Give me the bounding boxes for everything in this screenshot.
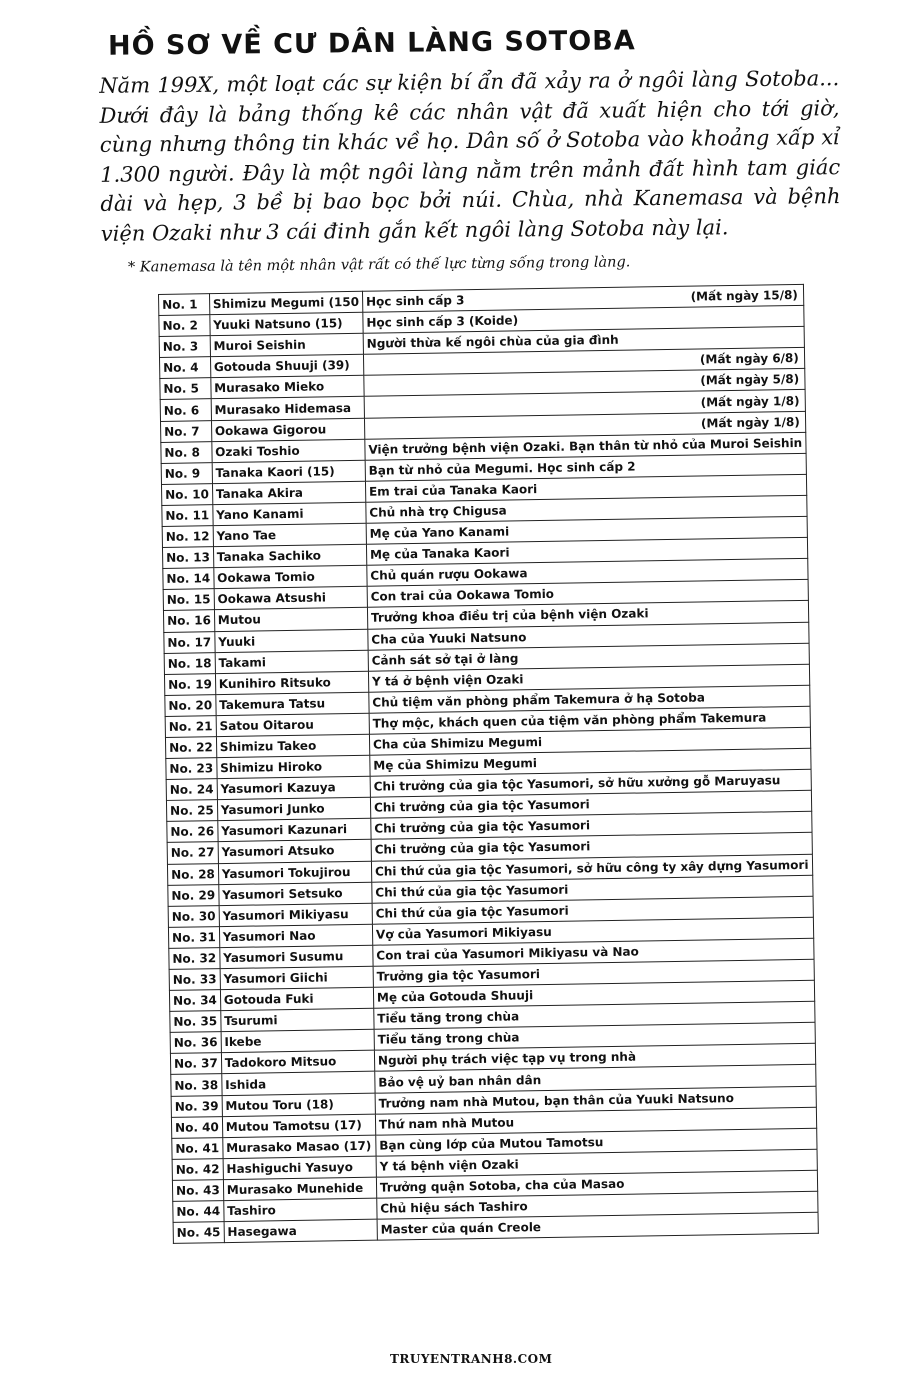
row-number: No. 32 (169, 948, 220, 970)
row-number: No. 26 (167, 821, 218, 843)
row-number: No. 42 (172, 1158, 223, 1180)
resident-name: Ikebe (221, 1029, 374, 1052)
row-number: No. 33 (169, 969, 220, 991)
row-number: No. 9 (161, 462, 212, 484)
row-number: No. 2 (159, 315, 210, 337)
description-text: Chi trưởng của gia tộc Yasumori (373, 797, 590, 815)
description-text: Mẹ của Gotouda Shuuji (376, 988, 534, 1005)
death-date: (Mất ngày 15/8) (690, 287, 798, 304)
resident-name: Yano Tae (213, 523, 366, 546)
row-number: No. 25 (166, 800, 217, 822)
row-number: No. 41 (172, 1137, 223, 1159)
resident-name: Ishida (221, 1072, 374, 1095)
row-number: No. 12 (162, 526, 213, 548)
resident-name: Tanaka Kaori (15) (212, 460, 365, 483)
resident-name: Yasumori Tokujirou (218, 861, 371, 884)
row-number: No. 44 (173, 1201, 224, 1223)
footnote: * Kanemasa là tên một nhân vật rất có thế lực từng sống trong làng. (127, 254, 631, 276)
resident-name: Yasumori Susumu (220, 945, 373, 968)
description-text: Chủ tiệm văn phòng phẩm Takemura ở hạ Sotoba (372, 690, 705, 710)
resident-name: Shimizu Takeo (216, 734, 369, 757)
description-text: Master của quán Creole (380, 1220, 542, 1237)
resident-name: Murasako Hidemasa (211, 397, 364, 420)
description-text: Học sinh cấp 3 (Koide) (366, 313, 519, 330)
resident-name: Yasumori Junko (217, 797, 370, 820)
resident-name: Takemura Tatsu (216, 692, 369, 715)
row-number: No. 29 (168, 884, 219, 906)
description-text: Bạn cùng lớp của Mutou Tamotsu (379, 1134, 604, 1153)
resident-name: Shimizu Hiroko (217, 755, 370, 778)
description-text: Y tá ở bệnh viện Ozaki (371, 672, 524, 689)
resident-name: Tadokoro Mitsuo (221, 1051, 374, 1074)
resident-name: Yuuki (215, 629, 368, 652)
description-text: Trưởng gia tộc Yasumori (376, 967, 541, 984)
death-date: (Mất ngày 1/8) (700, 393, 800, 410)
resident-name: Hashiguchi Yasuyo (223, 1156, 376, 1179)
death-date: (Mất ngày 5/8) (700, 372, 800, 388)
resident-name: Yano Kanami (213, 502, 366, 525)
description-text: Chi trưởng của gia tộc Yasumori (374, 839, 591, 858)
description-text: Chi trưởng của gia tộc Yasumori (374, 818, 591, 837)
row-number: No. 36 (170, 1032, 221, 1054)
resident-name: Yasumori Nao (219, 924, 372, 947)
row-number: No. 18 (164, 652, 215, 674)
description-text: Con trai của Ookawa Tomio (370, 587, 555, 605)
row-number: No. 11 (162, 505, 213, 527)
resident-name: Mutou Tamotsu (17) (222, 1114, 375, 1137)
resident-name: Hasegawa (224, 1219, 377, 1242)
resident-name: Mutou Toru (18) (222, 1093, 375, 1116)
resident-name: Takami (215, 650, 368, 673)
description-text: Mẹ của Yano Kanami (369, 524, 510, 541)
description-text: Chi thứ của gia tộc Yasumori, sở hữu công ty xây dựng Yasumori (374, 857, 809, 879)
row-number: No. 23 (166, 758, 217, 780)
description-text: Trưởng khoa điều trị của bệnh viện Ozaki (370, 606, 649, 626)
description-text: Cảnh sát sở tại ở làng (371, 651, 519, 668)
row-number: No. 16 (163, 610, 214, 632)
description-text: Người phụ trách việc tạp vụ trong nhà (377, 1050, 637, 1069)
resident-name: Yuuki Natsuno (15) (210, 312, 363, 335)
row-number: No. 27 (167, 842, 218, 864)
description-text: Thợ mộc, khách quen của tiệm văn phòng phẩm Takemura (372, 710, 767, 731)
resident-name: Yasumori Giichi (220, 966, 373, 989)
resident-name: Murasako Masao (17) (222, 1135, 375, 1158)
site-watermark: TRUYENTRANH8.COM (390, 1352, 553, 1366)
description-text: Viện trưởng bệnh viện Ozaki. Bạn thân từ nhỏ của Muroi Seishin (368, 435, 803, 457)
description-text: Vợ của Yasumori Mikiyasu (375, 924, 552, 942)
resident-name: Tanaka Akira (212, 481, 365, 504)
description-text: Tiểu tăng trong chùa (377, 1009, 520, 1026)
description-text: Chủ hiệu sách Tashiro (380, 1199, 528, 1216)
row-number: No. 19 (164, 673, 215, 695)
resident-name: Mutou (214, 608, 367, 631)
row-number: No. 37 (170, 1053, 221, 1075)
row-number: No. 34 (169, 990, 220, 1012)
resident-name: Ookawa Tomio (214, 565, 367, 588)
description-text: Người thừa kế ngôi chùa của gia đình (366, 333, 619, 351)
resident-name: Murasako Mieko (211, 376, 364, 399)
description-text: Mẹ của Tanaka Kaori (369, 545, 510, 562)
description-text: Chủ nhà trọ Chigusa (369, 503, 507, 520)
row-number: No. 5 (160, 378, 211, 400)
row-number: No. 22 (165, 737, 216, 759)
description-text: Tiểu tăng trong chùa (377, 1030, 520, 1047)
resident-name: Tsurumi (221, 1008, 374, 1031)
resident-name: Ozaki Toshio (212, 439, 365, 462)
row-number: No. 31 (168, 926, 219, 948)
resident-name: Gotouda Fuki (220, 987, 373, 1010)
row-number: No. 17 (164, 631, 215, 653)
resident-name: Ookawa Gigorou (211, 418, 364, 441)
description-text: Con trai của Yasumori Mikiyasu và Nao (376, 944, 639, 963)
description-text: Bạn từ nhỏ của Megumi. Học sinh cấp 2 (368, 459, 636, 478)
death-date: (Mất ngày 1/8) (700, 414, 800, 431)
resident-name: Yasumori Mikiyasu (219, 903, 372, 926)
intro-paragraph: Năm 199X, một loạt các sự kiện bí ẩn đã xảy ra ở ngôi làng Sotoba... Dưới đây là bảng thống kê các nhân vật đã xuất hiện cho tới giờ, cùng nhưng thông tin khác về họ. Dân số ở Sotoba vào khoảng xấp xỉ 1.300 người. Đây là một ngôi làng nằm trên mảnh đất hình tam giác dài và hẹp, 3 bề bị bao bọc bởi núi. Chùa, nhà Kanemasa và bệnh viện Ozaki như 3 cái đinh gắn kết ngôi làng Sotoba này lại. (99, 66, 841, 246)
resident-name: Yasumori Setsuko (219, 882, 372, 905)
description-text: Em trai của Tanaka Kaori (368, 481, 538, 499)
resident-name: Ookawa Atsushi (214, 587, 367, 610)
residents-table-wrapper (158, 284, 813, 1244)
resident-name: Yasumori Atsuko (218, 840, 371, 863)
resident-name: Yasumori Kazunari (218, 819, 371, 842)
row-number: No. 43 (172, 1180, 223, 1202)
description-text: Cha của Shimizu Megumi (372, 735, 543, 752)
description-text: Y tá bệnh viện Ozaki (379, 1157, 519, 1174)
resident-name: Kunihiro Ritsuko (215, 671, 368, 694)
description-text: Chi thứ của gia tộc Yasumori (375, 882, 569, 900)
resident-name: Gotouda Shuuji (39) (210, 355, 363, 378)
row-number: No. 40 (171, 1116, 222, 1138)
row-number: No. 20 (165, 694, 216, 716)
resident-name: Shimizu Megumi (150 (209, 291, 362, 314)
description-text: Mẹ của Shimizu Megumi (373, 756, 538, 773)
death-date: (Mất ngày 6/8) (699, 351, 799, 367)
row-number: No. 30 (168, 905, 219, 927)
description-text: Trưởng quận Sotoba, cha của Masao (379, 1176, 625, 1195)
row-number: No. 28 (167, 863, 218, 885)
resident-name: Tanaka Sachiko (213, 544, 366, 567)
row-number: No. 24 (166, 779, 217, 801)
row-number: No. 38 (171, 1074, 222, 1096)
description-text: Học sinh cấp 3 (365, 293, 465, 309)
row-number: No. 4 (160, 357, 211, 379)
resident-name: Yasumori Kazuya (217, 776, 370, 799)
row-number: No. 15 (163, 589, 214, 611)
residents-table (158, 284, 819, 1244)
resident-name: Muroi Seishin (210, 333, 363, 356)
description-text: Cha của Yuuki Natsuno (371, 629, 527, 647)
row-number: No. 1 (159, 294, 210, 316)
description-text: Chủ quán rượu Ookawa (370, 566, 528, 583)
row-number: No. 35 (170, 1011, 221, 1033)
resident-name: Murasako Munehide (223, 1177, 376, 1200)
description-text: Chi thứ của gia tộc Yasumori (375, 903, 569, 921)
row-number: No. 10 (161, 484, 212, 506)
description-text: Chi trưởng của gia tộc Yasumori, sở hữu xưởng gỗ Maruyasu (373, 773, 781, 794)
description-text: Bảo vệ uỷ ban nhân dân (378, 1072, 542, 1090)
row-number: No. 8 (161, 441, 212, 463)
row-number: No. 6 (160, 399, 211, 421)
description-text: Thứ nam nhà Mutou (378, 1115, 515, 1132)
description-text: Trưởng nam nhà Mutou, bạn thân của Yuuki Natsuno (378, 1090, 734, 1111)
row-number: No. 13 (162, 547, 213, 569)
resident-name: Tashiro (223, 1198, 376, 1221)
page-title: HỒ SƠ VỀ CƯ DÂN LÀNG SOTOBA (107, 25, 636, 62)
row-number: No. 39 (171, 1095, 222, 1117)
resident-name: Satou Oitarou (216, 713, 369, 736)
row-number: No. 7 (160, 420, 211, 442)
row-number: No. 3 (159, 336, 210, 358)
row-number: No. 14 (163, 568, 214, 590)
row-number: No. 45 (173, 1222, 224, 1244)
row-number: No. 21 (165, 716, 216, 738)
